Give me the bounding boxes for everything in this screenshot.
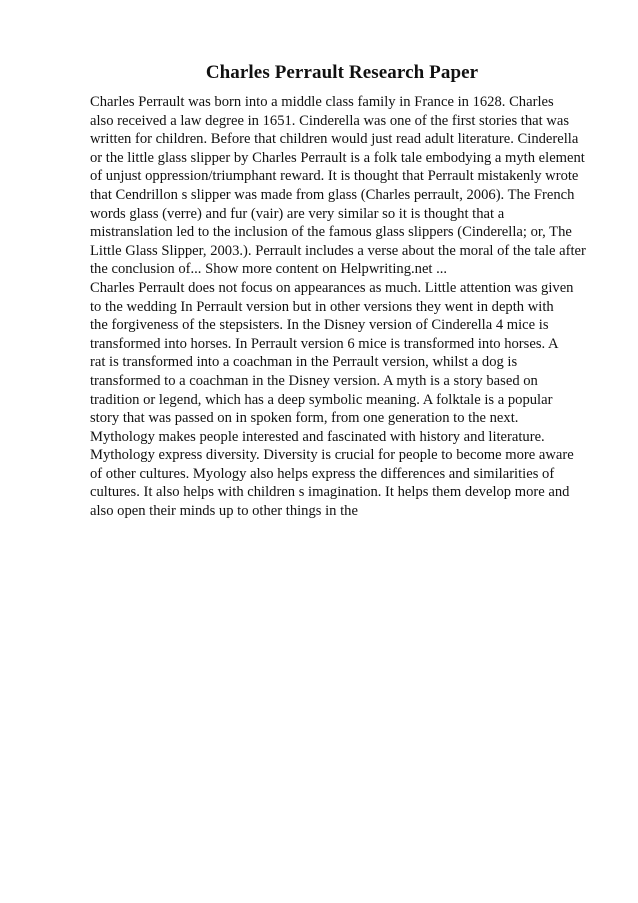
text-line: written for children. Before that children would just read adult literature. Cinderella	[90, 131, 579, 148]
text-line: of unjust oppression/triumphant reward. It is thought that Perrault mistakenly wrote	[90, 168, 579, 185]
text-line: Charles Perrault does not focus on appearances as much. Little attention was given	[90, 279, 574, 296]
text-line: of other cultures. Myology also helps express the differences and similarities of	[90, 465, 555, 482]
text-line: or the little glass slipper by Charles Perrault is a folk tale embodying a myth element	[90, 149, 585, 166]
text-line: rat is transformed into a coachman in the Perrault version, whilst a dog is	[90, 354, 518, 371]
text-line: cultures. It also helps with children s imagination. It helps them develop more and	[90, 484, 570, 501]
text-line: tradition or legend, which has a deep symbolic meaning. A folktale is a popular	[90, 391, 553, 408]
text-line: story that was passed on in spoken form, from one generation to the next.	[90, 410, 519, 427]
text-line: transformed to a coachman in the Disney version. A myth is a story based on	[90, 372, 538, 389]
text-line: mistranslation led to the inclusion of the famous glass slippers (Cinderella; or, The	[90, 224, 572, 241]
text-line: also open their minds up to other things in the	[90, 503, 358, 520]
text-line: Mythology makes people interested and fascinated with history and literature.	[90, 428, 545, 445]
text-line: words glass (verre) and fur (vair) are very similar so it is thought that a	[90, 205, 505, 222]
text-line: transformed into horses. In Perrault version 6 mice is transformed into horses. A	[90, 335, 559, 352]
text-line: that Cendrillon s slipper was made from glass (Charles perrault, 2006). The French	[90, 186, 575, 203]
text-line: Charles Perrault was born into a middle class family in France in 1628. Charles	[90, 94, 554, 110]
text-line: Mythology express diversity. Diversity is crucial for people to become more aware	[90, 447, 574, 464]
text-line: the conclusion of... Show more content on Helpwriting.net ...	[90, 261, 448, 278]
text-line: the forgiveness of the stepsisters. In the Disney version of Cinderella 4 mice is	[90, 317, 549, 334]
text-line: also received a law degree in 1651. Cinderella was one of the first stories that was	[90, 112, 569, 129]
page-title: Charles Perrault Research Paper	[205, 62, 479, 83]
body-text	[90, 93, 610, 521]
text-line: to the wedding In Perrault version but in other versions they went in depth with	[90, 298, 554, 315]
text-line: Little Glass Slipper, 2003.). Perrault includes a verse about the moral of the tale after	[90, 242, 586, 259]
